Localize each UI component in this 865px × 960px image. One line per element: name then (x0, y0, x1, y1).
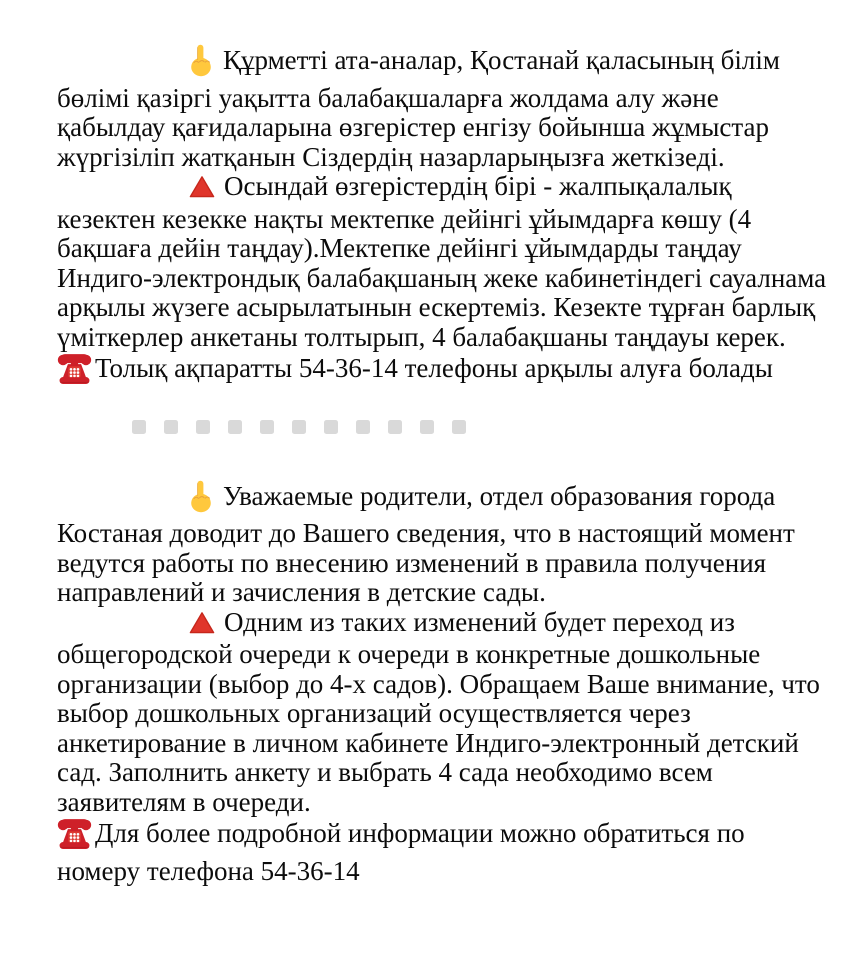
separator-square (292, 420, 306, 434)
message-text: Уважаемые родители, отдел образования города Костаная доводит до Вашего сведения, что в настоящий момент ведутся работы по внесению изменений в правила получения направлений и зачисления в детские сады. (57, 480, 795, 607)
separator-square (420, 420, 434, 434)
message-russian (57, 480, 829, 887)
message-text: Құрметті ата-аналар, Қостанай қаласының білім бөлімі қазіргі уақытта балабақшаларға жолдама алу және қабылдау қағидаларына өзгерістер енгізу бойынша жұмыстар жүргізіліп жатқанын Сіздердің назарларыңызға жеткізеді. (57, 45, 780, 172)
paragraph-intro-kk (57, 44, 829, 172)
index-pointing-up-icon (123, 480, 213, 520)
telephone-icon (57, 352, 92, 392)
message-text: Одним из таких изменений будет переход из общегородской очереди к очереди в конкретные дошкольные организации (выбор до 4-х садов). Обращаем Ваше внимание, что выбор дошкольных организаций осуществляется через анкетирование в личном кабинете Индиго-электронный детский сад. Заполнить анкету и выбрать 4 сада необходимо всем заявителям в очереди. (57, 606, 820, 817)
red-triangle-icon (123, 611, 215, 641)
paragraph-intro-ru (57, 480, 829, 608)
message-kazakh (57, 44, 829, 392)
telephone-icon (57, 817, 92, 857)
separator-square (452, 420, 466, 434)
separator-square (196, 420, 210, 434)
red-triangle-icon (123, 175, 215, 205)
message-text: Осындай өзгерістердің бірі - жалпықалалық кезектен кезекке нақты мектепке дейінгі ұйымдарға көшу (4 бақшаға дейін таңдау).Мектепке дейінгі ұйымдарды таңдау Индиго-электрондық балабақшаның жеке кабинетіндегі сауалнама арқылы жүзеге асырылатынын ескертеміз. Кезекте тұрған барлық үміткерлер анкетаны толтырып, 4 балабақшаны таңдауы керек. (57, 171, 827, 352)
paragraph-changes-ru (57, 608, 829, 818)
paragraph-phone-kk (57, 352, 829, 392)
separator-square (356, 420, 370, 434)
separator-square (260, 420, 274, 434)
index-pointing-up-icon (123, 44, 213, 84)
separator-square (164, 420, 178, 434)
separator-square (228, 420, 242, 434)
paragraph-changes-kk (57, 172, 829, 352)
separator-square (132, 420, 146, 434)
message-text: Толық ақпаратты 54-36-14 телефоны арқылы алуға болады (95, 353, 773, 383)
separator-square (388, 420, 402, 434)
separator-square (324, 420, 338, 434)
message-text: Для более подробной информации можно обратиться по номеру телефона 54-36-14 (57, 818, 745, 886)
separator (132, 420, 829, 434)
paragraph-phone-ru (57, 817, 829, 886)
